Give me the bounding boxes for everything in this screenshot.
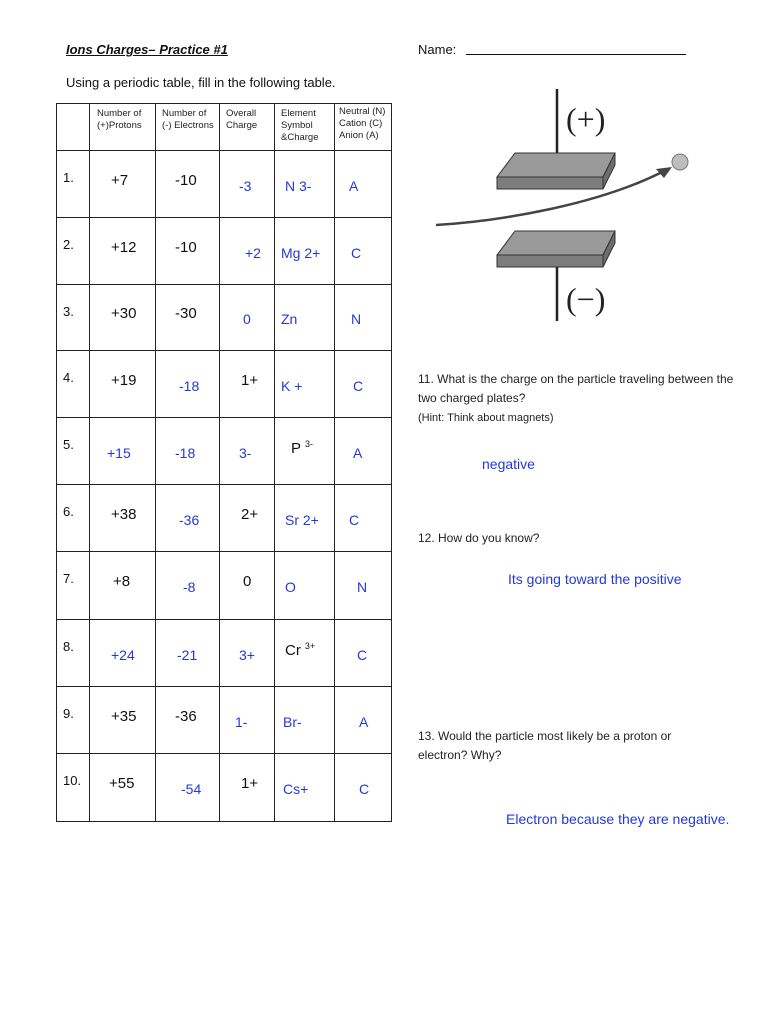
cell-electrons: -18 xyxy=(179,377,200,394)
charge-superscript: 3+ xyxy=(304,640,316,651)
cell-symbol: Zn xyxy=(281,311,298,327)
cell-symbol: O xyxy=(285,579,296,595)
cell-type: C xyxy=(351,244,362,261)
cell-electrons: -10 xyxy=(175,238,197,256)
upper-plate-edge xyxy=(497,177,603,189)
minus-label: (−) xyxy=(566,281,606,317)
cell-type: C xyxy=(349,511,360,528)
upper-plate xyxy=(497,153,615,177)
charge-superscript: 3- xyxy=(305,438,314,449)
cell-protons: +19 xyxy=(111,371,137,389)
cell-type: C xyxy=(359,781,370,797)
table-divider xyxy=(155,104,156,821)
cell-type: C xyxy=(357,646,368,663)
row-number: 4. xyxy=(63,370,74,385)
cell-symbol: Cr $^{3+}$ xyxy=(285,640,316,659)
question-13: 13. Would the particle most likely be a proton or electron? Why? xyxy=(418,729,672,762)
cell-charge: 0 xyxy=(243,573,252,590)
cell-type: N xyxy=(351,311,362,327)
table-divider xyxy=(57,217,391,218)
cell-symbol: Mg 2+ xyxy=(281,244,321,261)
cell-charge: 1+ xyxy=(241,371,259,389)
cell-type: N xyxy=(357,579,368,595)
cell-type: C xyxy=(353,377,364,394)
cell-protons: +8 xyxy=(113,573,131,590)
cell-protons: +30 xyxy=(111,305,137,322)
cell-type: A xyxy=(349,177,359,194)
cell-electrons: -21 xyxy=(177,646,198,663)
cell-symbol: N 3- xyxy=(285,177,312,194)
table-divider xyxy=(57,484,391,485)
cell-charge: 3+ xyxy=(239,646,255,663)
answer-11: negative xyxy=(482,456,535,472)
cell-protons: +35 xyxy=(111,707,137,725)
lower-plate-edge xyxy=(497,255,603,267)
name-label: Name: xyxy=(418,42,457,57)
cell-electrons: -30 xyxy=(175,305,197,322)
question-11-hint: (Hint: Think about magnets) xyxy=(418,412,554,424)
cell-protons: +12 xyxy=(111,238,137,256)
row-number: 9. xyxy=(63,706,74,721)
row-number: 7. xyxy=(63,571,74,586)
cell-electrons: -36 xyxy=(179,511,200,528)
row-number: 3. xyxy=(63,304,74,319)
name-line xyxy=(466,54,686,55)
header-charge: Overall Charge xyxy=(226,108,258,131)
header-symbol: Element Symbol &Charge xyxy=(281,108,319,143)
cell-symbol: Sr 2+ xyxy=(285,511,319,528)
cell-electrons: -8 xyxy=(183,579,196,595)
table-divider xyxy=(57,350,391,351)
cell-protons: +7 xyxy=(111,171,129,189)
cell-symbol: K + xyxy=(281,377,303,394)
cell-electrons: -54 xyxy=(181,781,202,797)
question-11: 11. What is the charge on the particle traveling between the two charged plates? xyxy=(418,372,734,405)
cell-protons: +55 xyxy=(109,775,135,792)
cell-type: A xyxy=(353,444,363,461)
cell-protons: +15 xyxy=(107,444,131,461)
cell-electrons: -18 xyxy=(175,444,196,461)
particle-ball xyxy=(672,154,688,170)
table-divider xyxy=(57,551,391,552)
cell-symbol: Br- xyxy=(283,713,302,730)
table-divider xyxy=(89,104,90,821)
cell-charge: 2+ xyxy=(241,505,259,523)
charged-plates-diagram xyxy=(430,85,700,325)
cell-charge: 1- xyxy=(235,713,248,730)
cell-symbol: P $^{3-}$ xyxy=(291,438,314,457)
ions-table xyxy=(56,103,392,822)
table-divider xyxy=(57,150,391,151)
table-divider xyxy=(57,753,391,754)
cell-charge: 1+ xyxy=(241,775,259,792)
plus-label: (+) xyxy=(566,101,606,137)
cell-electrons: -36 xyxy=(175,707,197,725)
table-divider xyxy=(274,104,275,821)
table-divider xyxy=(334,104,335,821)
table-divider xyxy=(57,619,391,620)
answer-12: Its going toward the positive xyxy=(508,571,682,587)
instructions: Using a periodic table, fill in the following table. xyxy=(66,75,336,90)
cell-charge: +2 xyxy=(245,244,261,261)
row-number: 1. xyxy=(63,170,74,185)
cell-type: A xyxy=(359,713,369,730)
header-protons: Number of (+)Protons xyxy=(97,108,142,131)
cell-charge: -3 xyxy=(239,177,252,194)
header-electrons: Number of (-) Electrons xyxy=(162,108,214,131)
cell-protons: +38 xyxy=(111,505,137,523)
answer-13: Electron because they are negative. xyxy=(506,811,730,827)
lower-plate xyxy=(497,231,615,255)
cell-symbol: Cs+ xyxy=(283,781,309,797)
worksheet-title: Ions Charges– Practice #1 xyxy=(66,42,228,57)
table-divider xyxy=(57,686,391,687)
question-12: 12. How do you know? xyxy=(418,531,540,545)
cell-charge: 3- xyxy=(239,444,252,461)
row-number: 8. xyxy=(63,639,74,654)
cell-charge: 0 xyxy=(243,311,251,327)
cell-protons: +24 xyxy=(111,646,135,663)
table-divider xyxy=(57,284,391,285)
row-number: 10. xyxy=(63,773,82,788)
row-number: 6. xyxy=(63,504,74,519)
row-number: 2. xyxy=(63,237,74,252)
row-number: 5. xyxy=(63,437,74,452)
cell-electrons: -10 xyxy=(175,171,197,189)
table-divider xyxy=(219,104,220,821)
table-divider xyxy=(57,417,391,418)
header-type: Neutral (N) Cation (C) Anion (A) xyxy=(339,106,386,141)
